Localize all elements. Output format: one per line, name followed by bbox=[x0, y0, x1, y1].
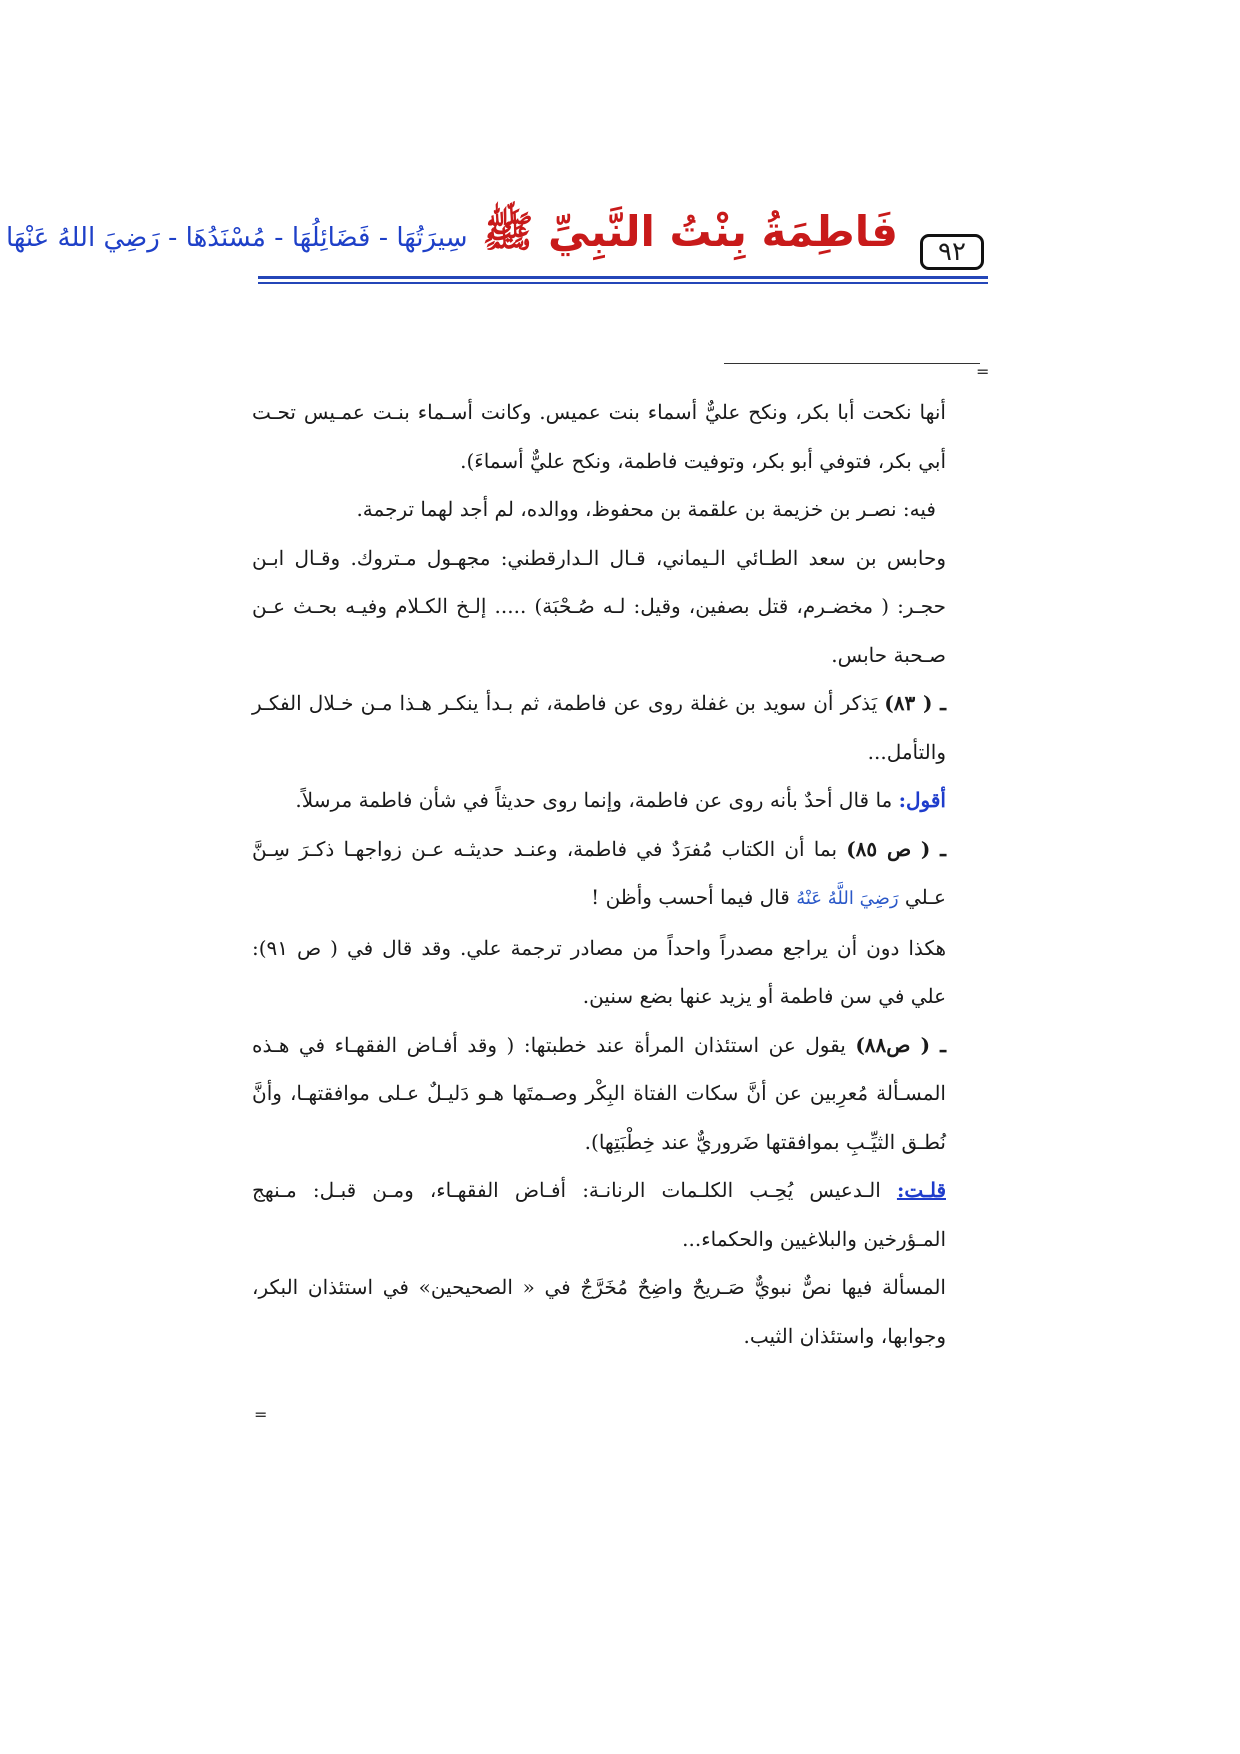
paragraph-2: فيه: نصـر بن خزيمة بن علقمة بن محفوظ، ووالده، لم أجد لهما ترجمة. bbox=[356, 497, 936, 521]
page-header bbox=[5, 200, 988, 280]
paragraph-1: أنها نكحت أبا بكر، ونكح عليٌّ أسماء بنت عميس. وكانت أسـماء بنـت عمـيس تحـت أبي بكر، فتوفي أبو بكر، وتوفيت فاطمة، ونكح عليٌّ أسماءَ). bbox=[252, 400, 946, 473]
header-title-sub: سِيرَتُهَا - فَضَائِلُهَا - مُسْنَدُهَا - رَضِيَ اللهُ عَنْهَا bbox=[5, 223, 468, 253]
paragraph-6-lead: ـ ( ص ٨٥) bbox=[846, 836, 947, 861]
paragraph-9-text: الـدعيس يُحِـب الكلـمات الرنانـة: أفـاض الفقهـاء، ومـن قبـل: مـنهج المـؤرخين والبلاغيين والحكماء... bbox=[252, 1178, 946, 1251]
header-rule-top bbox=[258, 276, 988, 279]
paragraph-8 bbox=[252, 1021, 946, 1167]
paragraph-5-text: ما قال أحدٌ بأنه روى عن فاطمة، وإنما روى حديثاً في شأن فاطمة مرسلاً. bbox=[295, 788, 899, 812]
paragraph-9 bbox=[252, 1166, 946, 1263]
footnote-separator bbox=[724, 363, 980, 364]
paragraph-4 bbox=[252, 679, 946, 776]
paragraph-7: هكذا دون أن يراجع مصدراً واحداً من مصادر ترجمة علي. وقد قال في ( ص ٩١): علي في سن فاطمة أو يزيد عنها بضع سنين. bbox=[252, 935, 946, 1008]
aqulu-label: أقول: bbox=[898, 788, 946, 812]
continuation-mark-bottom: = bbox=[254, 1405, 268, 1424]
paragraph-10: المسألة فيها نصٌّ نبويٌّ صَـريحٌ واضِحٌ مُخَرَّجٌ في « الصحيحين» في استئذان البكر، وجوابها، واستئذان الثيب. bbox=[252, 1275, 946, 1348]
continuation-mark-top: = bbox=[976, 362, 990, 381]
paragraph-6-text: بما أن الكتاب مُفرَدٌ في فاطمة، وعنـد حديثـه عـن زواجهـا ذكـرَ سِـنَّ عـلي bbox=[252, 836, 946, 909]
footnote-body bbox=[252, 388, 946, 1360]
paragraph-4-text: يَذكر أن سويد بن غفلة روى عن فاطمة، ثم بـدأ ينكـر هـذا مـن خـلال الفكـر والتأمل... bbox=[252, 691, 946, 764]
page-number: ٩٢ bbox=[920, 234, 984, 270]
honorific-text: رَضِيَ اللَّهُ عَنْهُ bbox=[796, 888, 899, 909]
header-title bbox=[5, 200, 898, 272]
paragraph-6 bbox=[252, 825, 946, 924]
header-rule-bottom bbox=[258, 282, 988, 284]
paragraph-4-lead: ـ ( ٨٣) bbox=[884, 691, 946, 715]
qultu-label: قلـت: bbox=[896, 1178, 946, 1202]
paragraph-8-lead: ـ ( ص٨٨) bbox=[855, 1032, 946, 1057]
paragraph-3: وحابس بن سعد الطـائي الـيماني، قـال الـدارقطني: مجهـول مـتروك. وقـال ابـن حجـر: ( مخضـرم، قتل بصفين، وقيل: لـه صُـحْبَة) ..... إلـخ الكـلام وفيـه بحـث عـن صـحبة حابس. bbox=[252, 545, 946, 667]
paragraph-5 bbox=[252, 776, 946, 825]
paragraph-8-text: يقول عن استئذان المرأة عند خطبتها: ( وقد أفـاض الفقهـاء في هـذه المسـألة مُعرِبين عن أنَّ سكات الفتاة البِكْر وصـمتَها هـو دَليـلٌ عـلى موافقتهـا، وأنَّ نُطـق الثيِّـبِ بموافقتها ضَروريٌّ عند خِطْبَتِها). bbox=[252, 1032, 946, 1154]
header-title-main: فَاطِمَةُ بِنْتُ النَّبِيِّ ﷺ bbox=[482, 207, 898, 256]
paragraph-6-end: قال فيما أحسب وأظن ! bbox=[591, 885, 797, 909]
